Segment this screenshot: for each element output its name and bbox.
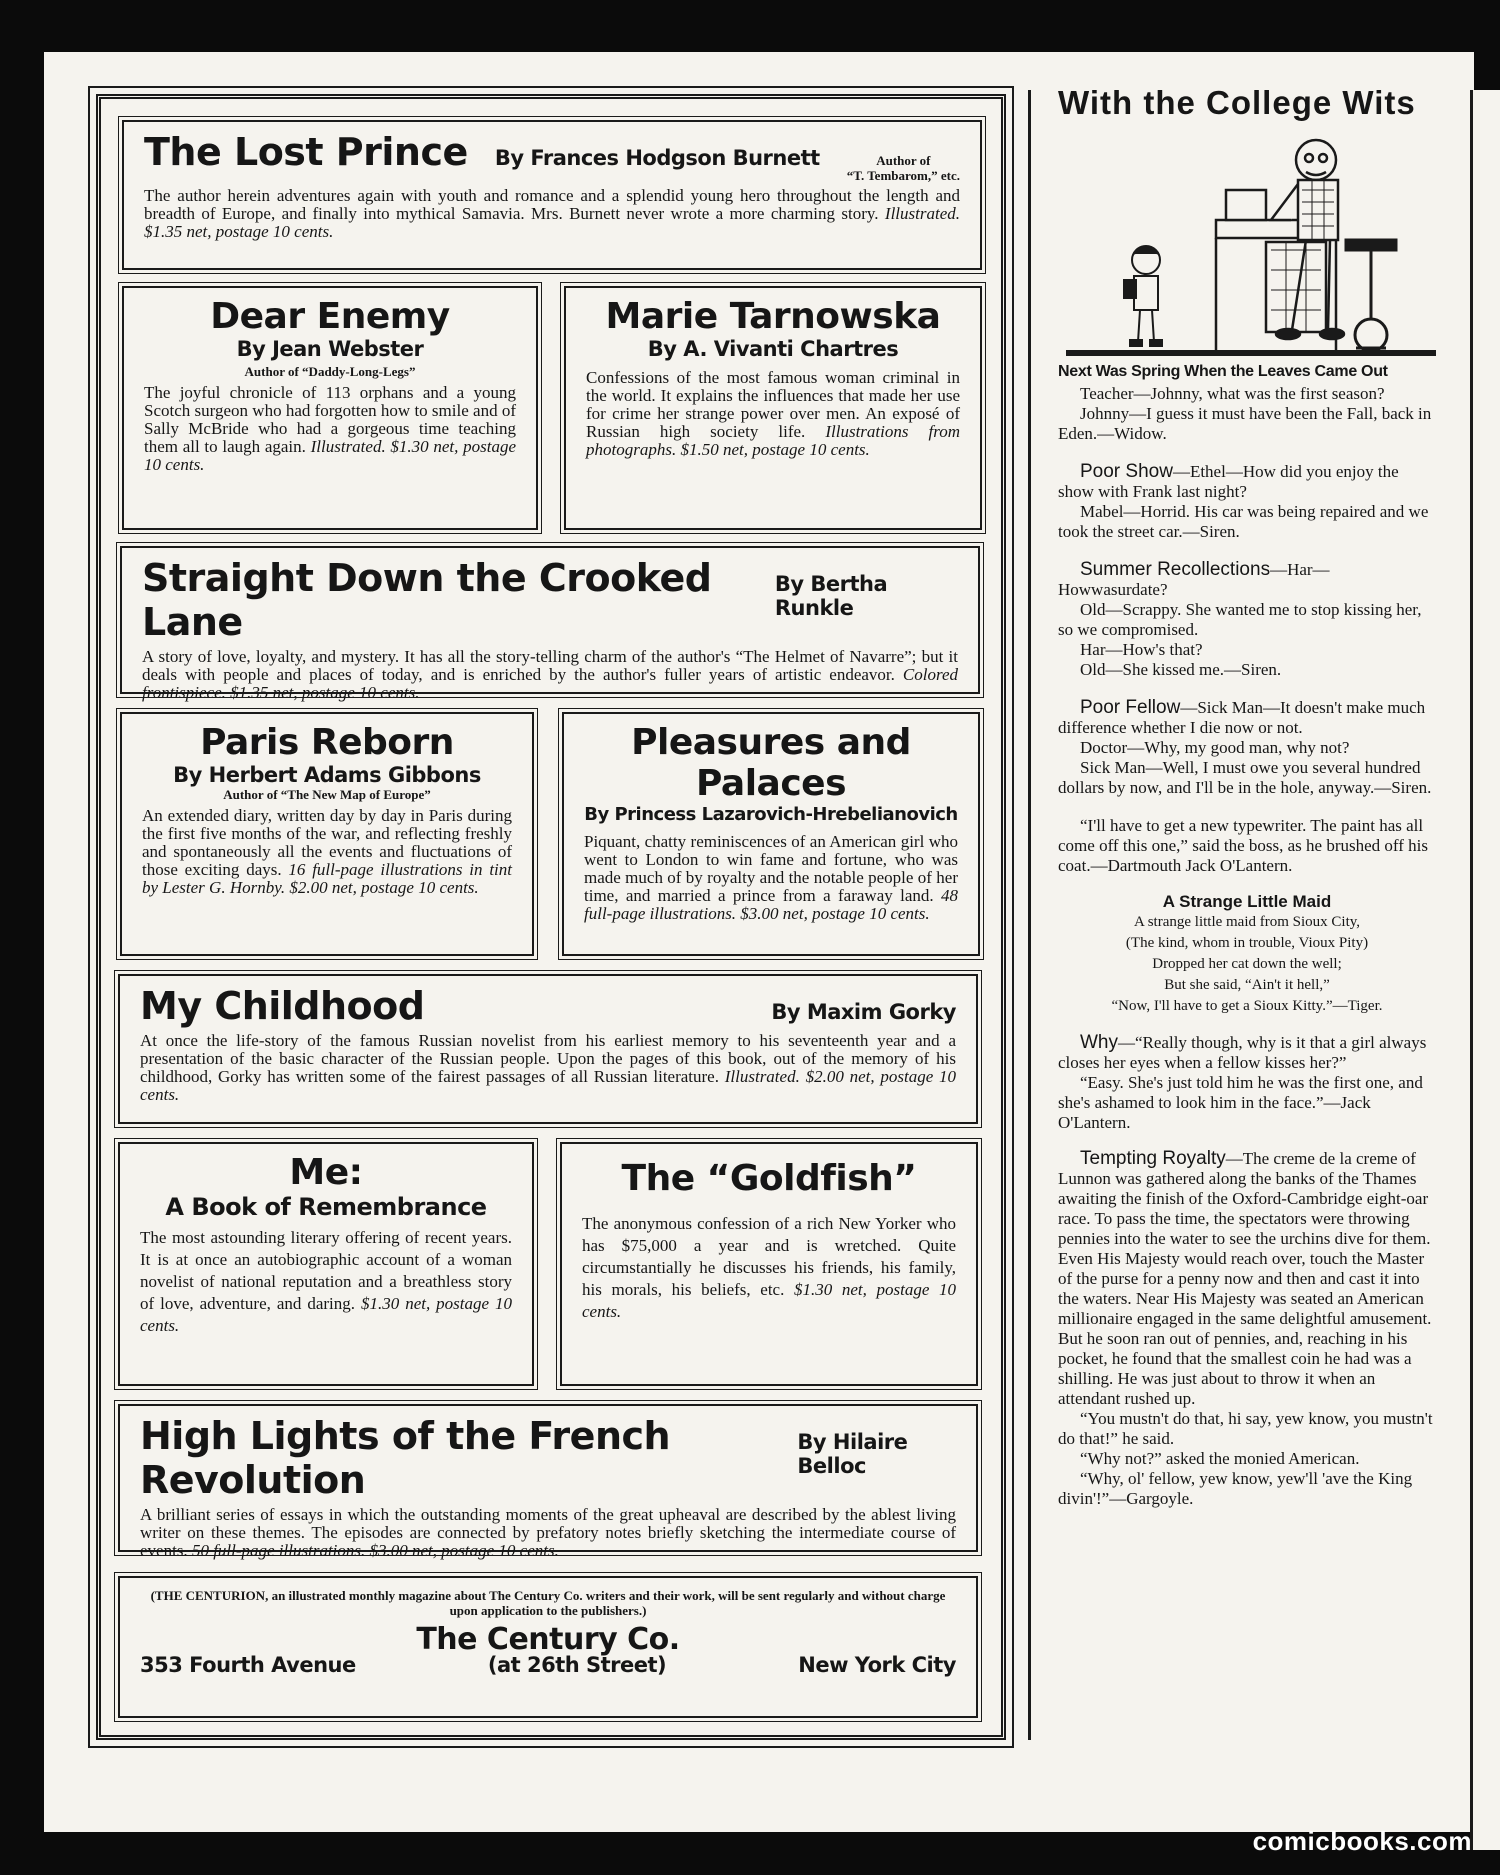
joke-line: Teacher—Johnny, what was the first season? [1080, 384, 1385, 403]
poem-line: But she said, “Ain't it hell,” [1164, 977, 1330, 993]
ad-text: A brilliant series of essays in which the outstanding moments of the great upheaval are described by the ablest living writer on these themes. The episodes are connected by prefatory notes briefly sketching the intermediate course of events. [140, 1505, 956, 1560]
ad-byline: By Hilaire Belloc [797, 1430, 908, 1478]
ad-marie-tarnowska [564, 286, 982, 530]
joke-line: Johnny—I guess it must have been the Fall, back in Eden.—Widow. [1058, 404, 1432, 443]
ad-text: The most astounding literary offering of recent years. It is at once an autobiographic account of a woman novelist of national reputation and a breathless story of love, adventure, and daring. [140, 1228, 512, 1313]
joke-line: —Ethel—How did you enjoy the show with Frank last night? [1058, 462, 1399, 501]
author-of: Author of “Daddy-Long-Legs” [244, 364, 416, 379]
ad-text: Piquant, chatty reminiscences of an American girl who went to London to win fame and fortune, who was made much of by royalty and the notable people of her time, and married a prince from a faraway land. [584, 832, 958, 905]
publisher-street: (at 26th Street) [487, 1653, 667, 1677]
poem-line: “Now, I'll have to get a Sioux Kitty.”—Tiger. [1111, 998, 1383, 1014]
author-of-line: Author of [876, 153, 931, 168]
ad-pleasures-palaces [562, 712, 980, 956]
ad-text: The author herein adventures again with youth and romance and a splendid young hero throughout the length and breadth of Europe, and finally into mythical Samavia. Mrs. Burnett never wrote a more charming story. [144, 186, 960, 223]
ad-subtitle: A Book of Remembrance [165, 1193, 487, 1221]
joke-heading: Poor Show [1080, 461, 1173, 482]
joke-line: Doctor—Why, my good man, why not? [1080, 738, 1350, 757]
ad-me-remembrance [118, 1142, 534, 1386]
author-of: Author of “The New Map of Europe” [223, 787, 431, 802]
ad-text: An extended diary, written day by day in Paris during the first five months of the war, and reflecting freshly and spontaneously all the events and fluctuations of those exciting days. [142, 806, 512, 879]
ad-price: Illustrations from photographs. $1.50 net, postage 10 cents. [586, 422, 961, 459]
joke-line: “You mustn't do that, hi say, yew know, you mustn't do that!” he said. [1058, 1409, 1433, 1448]
ad-french-revolution [118, 1404, 978, 1560]
ad-my-childhood [118, 974, 978, 1124]
ad-text: At once the life-story of the famous Russian novelist from his earliest memory to his seventeenth year and a presentation of the basic character of the Russian people. Upon the pages of this book, out of the memory of his childhood, Gorky has written some of the fairest passages of all Russian literature. [140, 1031, 956, 1086]
ad-title: My Childhood [140, 984, 425, 1028]
ad-title: Me: [289, 1152, 363, 1193]
teacher-figure [1271, 140, 1344, 339]
ad-title: Paris Reborn [200, 722, 454, 763]
ad-text: A story of love, loyalty, and mystery. It has all the story-telling charm of the author's “The Helmet of Navarre”; but it deals with people and places of today, and is enriched by the author's fuller years of artistic endeavor. [142, 647, 958, 684]
publisher-name: The Century Co. [416, 1622, 680, 1657]
ad-price: Colored frontispiece. $1.35 net, postage 10 cents. [142, 665, 959, 702]
ad-price: Illustrated. $1.35 net, postage 10 cents. [144, 204, 961, 241]
column-divider [1028, 90, 1031, 1740]
ad-price: Illustrated. $2.00 net, postage 10 cents. [140, 1067, 957, 1104]
joke-line: Old—Scrappy. She wanted me to stop kissing her, so we compromised. [1058, 600, 1422, 639]
publisher-box [118, 1576, 978, 1718]
joke-line: —Sick Man—It doesn't make much difference whether I die now or not. [1058, 698, 1426, 737]
ad-text: The anonymous confession of a rich New Yorker who has $75,000 a year and is wretched. Quite circumstantially he discusses his friends, his family, his morals, his beliefs, etc. [582, 1214, 956, 1299]
ad-byline: By Frances Hodgson Burnett [494, 146, 820, 170]
ad-price: Illustrated. $1.30 net, postage 10 cents. [144, 437, 517, 474]
ad-text: Confessions of the most famous woman criminal in the world. It explains the influences that made her use for crime her strange power over men. An exposé of Russian high society life. [586, 368, 960, 441]
ad-title: The Lost Prince [144, 130, 468, 174]
boy-figure [1124, 246, 1162, 346]
joke-heading: Poor Fellow [1080, 697, 1181, 718]
ad-price: 50 full-page illustrations. $3.00 net, postage 10 cents. [191, 1541, 559, 1560]
joke-line: Old—She kissed me.—Siren. [1080, 660, 1282, 679]
joke-line: Har—How's that? [1080, 640, 1203, 659]
poem-title: A Strange Little Maid [1162, 892, 1332, 911]
ad-title: Dear Enemy [210, 296, 450, 337]
ad-goldfish [560, 1142, 978, 1386]
joke-line: —The creme de la creme of Lunnon was gathered along the banks of the Thames awaiting the finish of the Oxford-Cambridge eight-oar race. To pass the time, the spectators were throwing pennies into the water to see the urchins dive for them. Even His Majesty would reach over, touch the Master of the purse for a penny now and then and cast it into the waters. Near His Majesty was seated an American millionaire engaged in the same delightful amusement. But he soon ran out of pennies, and, reaching in his pocket, he found that the smallest coin he had was a shilling. He was just about to throw it when an attendant rushed up. [1058, 1149, 1432, 1408]
ad-byline: By Maxim Gorky [771, 1000, 956, 1024]
publisher-address: 353 Fourth Avenue [140, 1653, 356, 1677]
joke-line: “Easy. She's just told him he was the first one, and she's ashamed to look him in the face.”—Jack O'Lantern. [1058, 1073, 1423, 1132]
author-of-line: “T. Tembarom,” etc. [846, 168, 960, 183]
cartoon-caption: Next Was Spring When the Leaves Came Out [1058, 363, 1388, 380]
joke-line: “I'll have to get a new typewriter. The paint has all come off this one,” said the boss, as he brushed off his coat.—Dartmouth Jack O'Lantern. [1058, 816, 1428, 875]
joke-heading: Summer Recollections [1080, 559, 1271, 580]
ad-byline: By Bertha Runkle [774, 572, 888, 620]
ad-lost-prince [122, 120, 982, 270]
adjacent-page-edge [1470, 90, 1500, 1850]
joke-heading: Why [1080, 1032, 1118, 1053]
ad-byline: By A. Vivanti Chartres [647, 337, 899, 361]
watermark-text: comicbooks.com [1252, 1826, 1472, 1856]
ad-title: Straight Down the Crooked Lane [142, 556, 712, 644]
poem-line: A strange little maid from Sioux City, [1133, 914, 1361, 930]
ad-title: Marie Tarnowska [605, 296, 941, 337]
ad-dear-enemy [122, 286, 538, 530]
ad-price: 16 full-page illustrations in tint by Lester G. Hornby. $2.00 net, postage 10 cents. [142, 860, 512, 897]
centurion-note: (THE CENTURION, an illustrated monthly magazine about The Century Co. writers and their work, will be sent regularly and without charge upon application to the publishers.) [150, 1588, 946, 1618]
ad-title: Pleasures and Palaces [631, 722, 911, 804]
joke-line: “Why not?” asked the monied American. [1080, 1449, 1360, 1468]
ad-title: The “Goldfish” [621, 1158, 917, 1199]
ad-crooked-lane [120, 546, 980, 702]
column-title: With the College Wits [1058, 84, 1416, 121]
ad-price: $1.30 net, postage 10 cents. [582, 1280, 957, 1321]
author-of [847, 153, 960, 183]
ad-price: $1.30 net, postage 10 cents. [140, 1294, 513, 1335]
joke-line: —Har—Howwasurdate? [1058, 560, 1330, 599]
cartoon-illustration [1066, 130, 1436, 362]
poem-line: (The kind, whom in trouble, Vioux Pity) [1125, 935, 1369, 951]
joke-line: Sick Man—Well, I must owe you several hundred dollars by now, and I'll be in the hole, anyway.—Siren. [1058, 758, 1432, 797]
ad-paris-reborn [120, 712, 534, 956]
joke-line: Mabel—Horrid. His car was being repaired and we took the street car.—Siren. [1058, 502, 1429, 541]
ad-price: 48 full-page illustrations. $3.00 net, postage 10 cents. [584, 886, 958, 923]
stool [1346, 240, 1396, 351]
ad-byline: By Princess Lazarovich-Hrebelianovich [584, 804, 958, 825]
ad-title: High Lights of the French Revolution [140, 1414, 671, 1502]
ad-byline: By Jean Webster [236, 337, 424, 361]
poem-line: Dropped her cat down the well; [1152, 956, 1342, 972]
publisher-city: New York City [798, 1653, 956, 1677]
ad-text: The joyful chronicle of 113 orphans and a young Scotch surgeon who had forgotten how to smile and of Sally McBride who had a gorgeous time teaching them all to laugh again. [144, 383, 516, 456]
joke-line: —“Really though, why is it that a girl always closes her eyes when a fellow kisses her?” [1058, 1033, 1427, 1072]
joke-line: “Why, ol' fellow, yew know, yew'll 'ave the King divin'!”—Gargoyle. [1058, 1469, 1413, 1508]
ad-byline: By Herbert Adams Gibbons [173, 763, 481, 787]
joke-heading: Tempting Royalty [1080, 1148, 1226, 1169]
